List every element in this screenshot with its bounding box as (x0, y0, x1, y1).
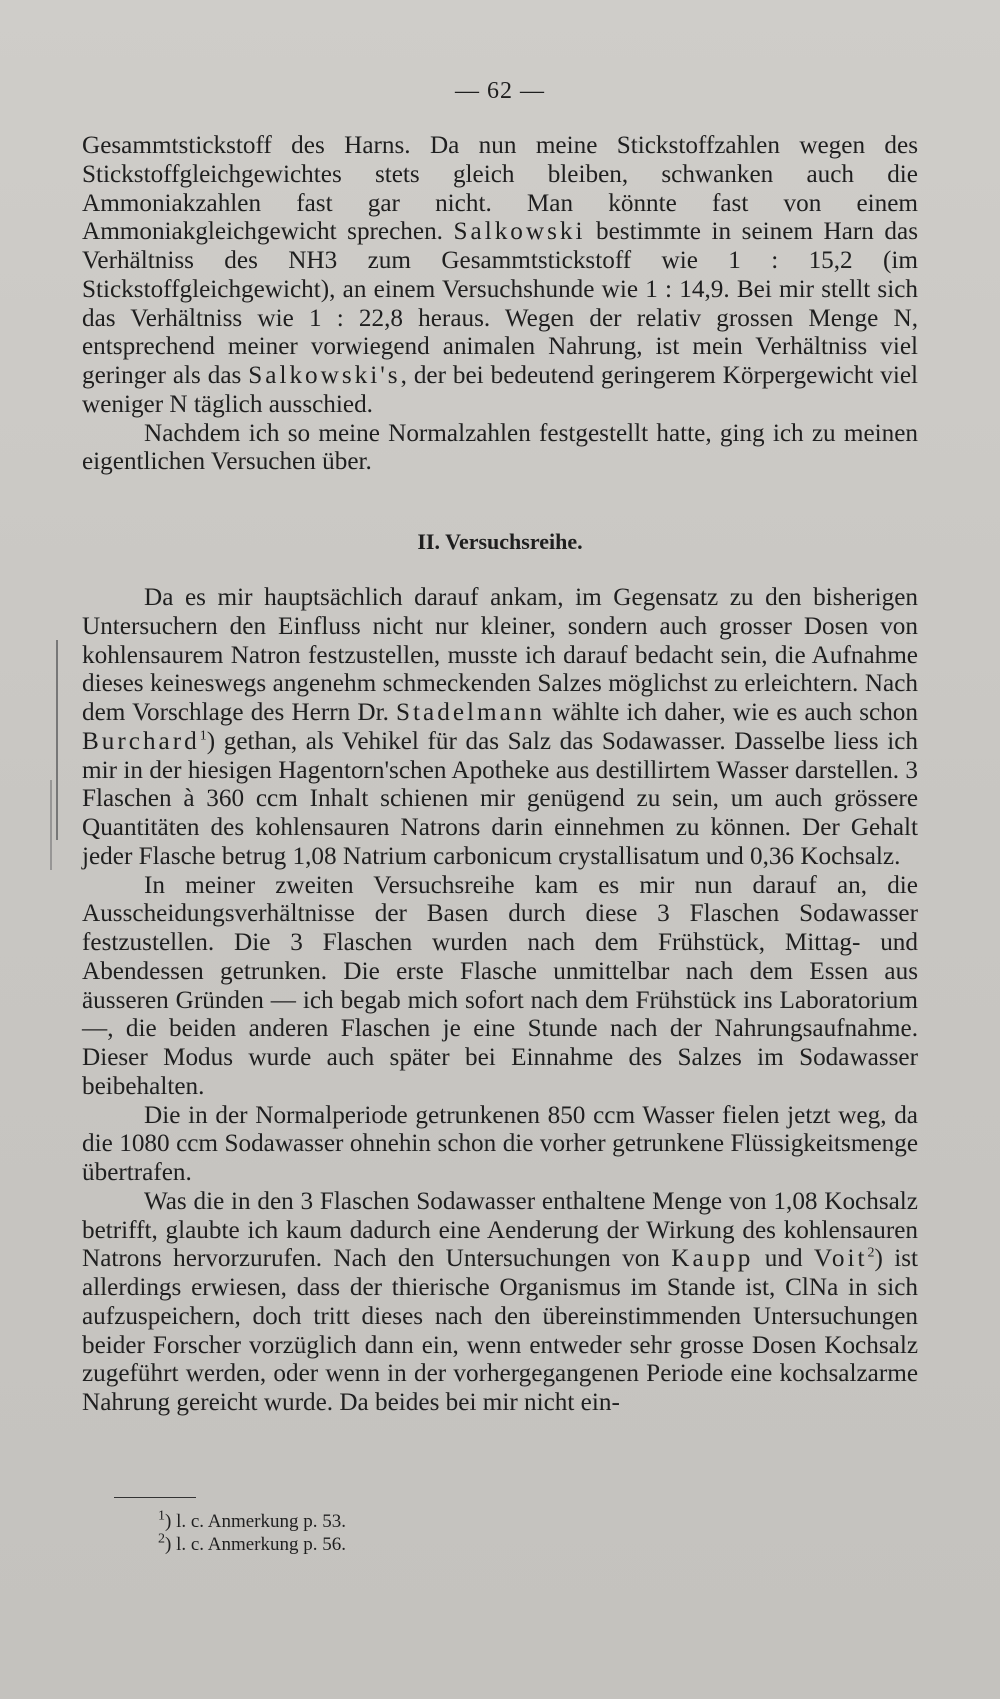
footnote-ref: 1 (199, 728, 207, 744)
spaced-name: Stadelmann (396, 699, 545, 726)
section-heading: II. Versuchsreihe. (417, 529, 583, 554)
footnote-2 (158, 1533, 346, 1556)
footnote-rule (114, 1497, 196, 1498)
text-run: Die in der Normalperiode getrunkenen 850 ccm Wasser fielen jetzt weg, da die 1080 ccm Sodawasser ohnehin schon die vorher getrunkene Flüssigkeitsmenge übertrafen. (82, 1101, 918, 1186)
paragraph-2 (82, 420, 918, 478)
text-run: Nachdem ich so meine Normalzahlen festgestellt hatte, ging ich zu meinen eigentlichen Versuchen über. (82, 419, 918, 476)
text-run: ) ist allerdings erwiesen, dass der thierische Organismus im Stande ist, ClNa in sich aufzuspeichern, doch tritt dieses nach den übereinstimmenden Untersuchungen beider Forscher vorzüglich dann ein, wenn entweder sehr grosse Dosen Kochsalz zugeführt werden, oder wenn in der vorhergegangenen Periode eine kochsalzarme Nahrung gereicht wurde. Da beides bei mir nicht ein- (82, 1245, 919, 1416)
footnote-text: ) l. c. Anmerkung p. 53. (165, 1511, 347, 1532)
margin-pencil-mark (50, 780, 52, 870)
footnote-mark: 2 (158, 1531, 165, 1547)
footnote-text: ) l. c. Anmerkung p. 56. (165, 1534, 347, 1555)
footnote-1 (158, 1510, 346, 1533)
spaced-name: Salkowski (453, 218, 586, 246)
text-run: , der bei bedeutend geringerem Körpergewicht viel weniger N täglich ausschied. (82, 362, 918, 418)
margin-pencil-mark (56, 640, 58, 840)
page-number: — 62 — (455, 78, 545, 104)
text-run: bestimmte in seinem Harn das Verhältniss des NH3 zum Gesammtstickstoff wie 1 : 15,2 (im Stickstoffgleichgewicht), an einem Versuchshunde wie 1 : 14,9. Bei mir stellt sich das Verhältniss wie 1 : 22,8 heraus. Wegen der relativ grossen Menge N, entsprechend meiner vorwiegend animalen Nahrung, ist mein Verhältniss viel geringer als das (82, 218, 919, 389)
paragraph-6 (82, 1188, 918, 1418)
text-run: Was die in den 3 Flaschen Sodawasser enthaltene Menge von 1,08 Kochsalz betrifft, glaubte ich kaum dadurch eine Aenderung der Wirkung des kohlensauren Natrons hervorzurufen. Nach den Untersuchungen von (82, 1187, 918, 1273)
footnotes (158, 1510, 346, 1556)
footnote-ref: 2 (867, 1245, 875, 1261)
text-run: Gesammtstickstoff des Harns. Da nun meine Stickstoffzahlen wegen des Stickstoffgleichgewichtes stets gleich bleiben, schwanken auch die Ammoniakzahlen fast gar nicht. Man könnte fast von einem Ammoniakgleichgewicht sprechen. (82, 132, 918, 246)
paragraph-5 (82, 1102, 918, 1188)
paragraph-4 (82, 872, 918, 1102)
spaced-name: Burchard (82, 727, 200, 755)
text-run: Da es mir hauptsächlich darauf ankam, im Gegensatz zu den bisherigen Untersuchern den Einfluss nicht nur kleiner, sondern auch grosser Dosen von kohlensaurem Natron festzustellen, musste ich darauf bedacht sein, die Aufnahme dieses keineswegs angenehm schmeckenden Salzes möglichst zu erleichtern. Nach dem Vorschlage des Herrn Dr. (82, 584, 918, 726)
text-run: wählte ich daher, wie es auch schon (544, 699, 918, 726)
spaced-name: Voit (813, 1245, 868, 1273)
text-run: und (753, 1245, 814, 1273)
spaced-name: Salkowski's (248, 362, 401, 389)
text-run: ) gethan, als Vehikel für das Salz das Sodawasser. Dasselbe liess ich mir in der hiesigen Hagentorn'schen Apotheke aus destillirtem Wasser darstellen. 3 Flaschen à 360 ccm Inhalt schienen mir genügend zu sein, um auch grössere Quantitäten des kohlensauren Natrons darin einnehmen zu können. Der Gehalt jeder Flasche betrug 1,08 Natrium carbonicum crystallisatum und 0,36 Kochsalz. (82, 727, 918, 870)
paragraph-3 (82, 584, 918, 872)
text-run: In meiner zweiten Versuchsreihe kam es mir nun darauf an, die Ausscheidungsverhältnisse der Basen durch diese 3 Flaschen Sodawasser festzustellen. Die 3 Flaschen wurden nach dem Frühstück, Mittag- und Abendessen getrunken. Die erste Flasche unmittelbar nach dem Essen aus äusseren Gründen — ich begab mich sofort nach dem Frühstück ins Laboratorium —, die beiden anderen Flaschen je eine Stunde nach der Nahrungsaufnahme. Dieser Modus wurde auch später bei Einnahme des Salzes im Sodawasser beibehalten. (82, 871, 918, 1100)
body-text (82, 132, 918, 1418)
paragraph-1 (82, 132, 918, 420)
footnote-mark: 1 (158, 1508, 165, 1524)
spaced-name: Kaupp (671, 1245, 754, 1273)
